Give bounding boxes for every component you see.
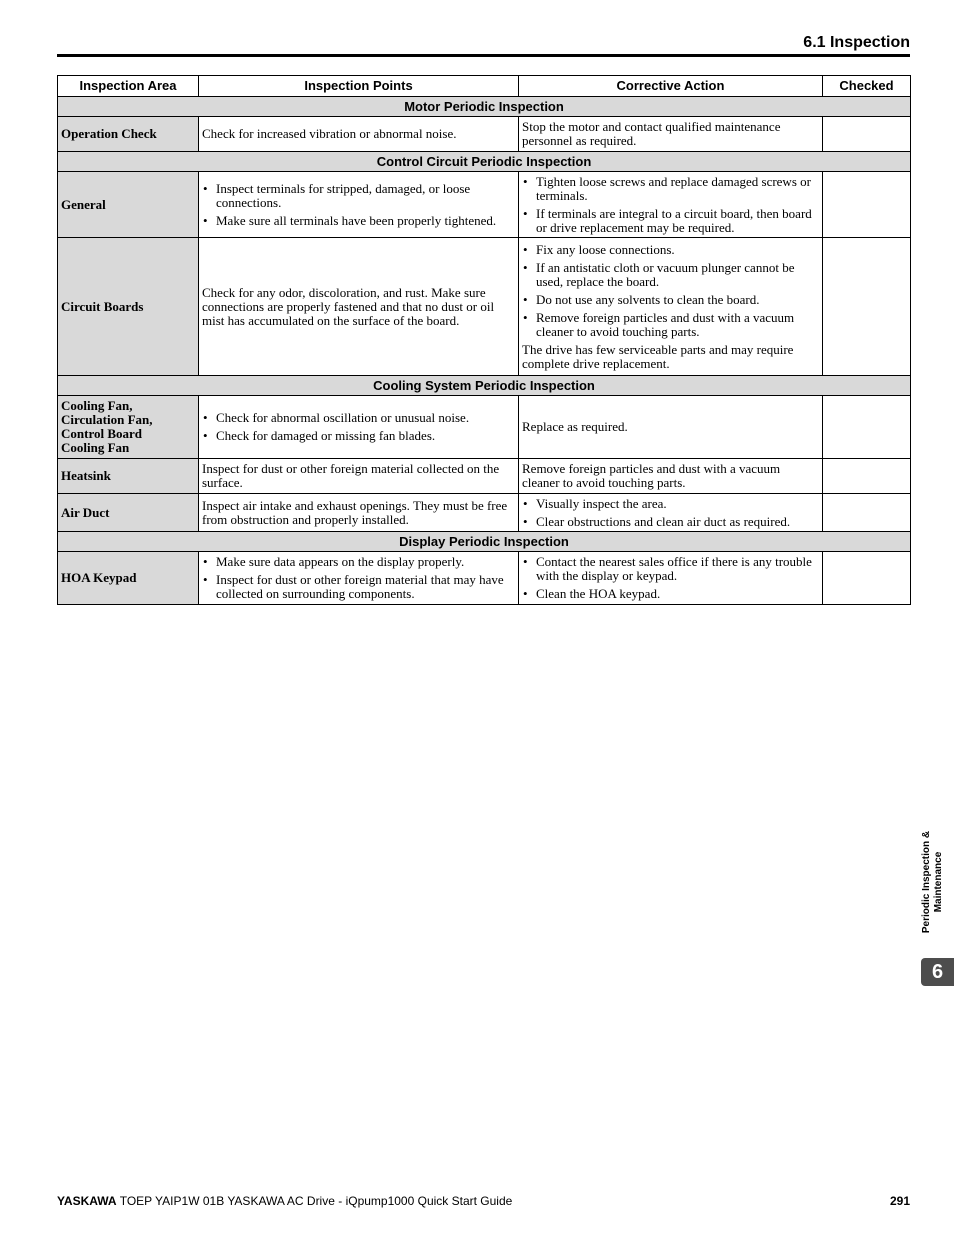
inspection-table (57, 75, 911, 605)
group-title: Cooling System Periodic Inspection (58, 376, 911, 396)
corrective-action-cell (519, 552, 823, 605)
corrective-action-cell (519, 494, 823, 532)
group-row (58, 376, 911, 396)
list-item: • Clean the HOA keypad. (522, 587, 819, 601)
list-item: • Inspect terminals for stripped, damaged, or loose connections. (202, 182, 515, 210)
column-header: Checked (823, 76, 911, 97)
area-line: Circulation Fan, (61, 412, 153, 427)
footer (57, 1193, 910, 1209)
action-note: The drive has few serviceable parts and may require complete drive replacement. (522, 341, 794, 371)
column-header: Inspection Points (199, 76, 519, 97)
inspection-area-cell: HOA Keypad (58, 552, 199, 605)
area-line: Cooling Fan (61, 440, 130, 455)
list-item: • Check for abnormal oscillation or unusual noise. (202, 411, 515, 425)
inspection-points-cell: Inspect air intake and exhaust openings. They must be free from obstruction and properly installed. (199, 494, 519, 532)
list-item: • Fix any loose connections. (522, 243, 819, 257)
checked-cell[interactable] (823, 494, 911, 532)
group-row (58, 152, 911, 172)
inspection-points-cell: Check for any odor, discoloration, and rust. Make sure connections are properly fastened and that no dust or oil mist has accumulated on the surface of the board. (199, 238, 519, 376)
side-label-line: Maintenance (933, 851, 944, 913)
list-item: • Inspect for dust or other foreign material that may have collected on surrounding components. (202, 573, 515, 601)
checked-cell[interactable] (823, 238, 911, 376)
group-title: Motor Periodic Inspection (58, 97, 911, 117)
inspection-area-cell: Air Duct (58, 494, 199, 532)
chapter-tab: 6 (921, 958, 954, 986)
list-item: • Check for damaged or missing fan blades. (202, 429, 515, 443)
group-row (58, 532, 911, 552)
corrective-action-cell: Replace as required. (519, 396, 823, 459)
list-item: • Make sure data appears on the display properly. (202, 555, 515, 569)
list-item: • If terminals are integral to a circuit board, then board or drive replacement may be required. (522, 207, 819, 235)
list-item: • Visually inspect the area. (522, 497, 819, 511)
section-title: 6.1 Inspection (803, 34, 910, 51)
checked-cell[interactable] (823, 552, 911, 605)
group-title: Control Circuit Periodic Inspection (58, 152, 911, 172)
chapter-side-label (916, 820, 950, 944)
list-item: • Contact the nearest sales office if there is any trouble with the display or keypad. (522, 555, 819, 583)
group-row (58, 97, 911, 117)
inspection-points-cell (199, 172, 519, 238)
checked-cell[interactable] (823, 117, 911, 152)
table-header-row (58, 76, 911, 97)
area-line: Cooling Fan, (61, 398, 133, 413)
list-item: • Tighten loose screws and replace damaged screws or terminals. (522, 175, 819, 203)
table-row (58, 238, 911, 376)
inspection-area-cell: Circuit Boards (58, 238, 199, 376)
inspection-points-cell: Check for increased vibration or abnormal noise. (199, 117, 519, 152)
inspection-points-cell: Inspect for dust or other foreign material collected on the surface. (199, 459, 519, 494)
footer-brand: YASKAWA (57, 1194, 117, 1208)
corrective-action-cell (519, 238, 823, 376)
checked-cell[interactable] (823, 396, 911, 459)
table-row (58, 117, 911, 152)
list-item: • Do not use any solvents to clean the board. (522, 293, 819, 307)
inspection-points-cell (199, 396, 519, 459)
list-item: • Make sure all terminals have been properly tightened. (202, 214, 515, 228)
table-row (58, 494, 911, 532)
inspection-area-cell: Operation Check (58, 117, 199, 152)
table-row (58, 396, 911, 459)
area-line: Control Board (61, 426, 143, 441)
inspection-area-cell (58, 396, 199, 459)
header-rule (57, 54, 910, 57)
list-item: • Remove foreign particles and dust with a vacuum cleaner to avoid touching parts. (522, 311, 819, 339)
page-number: 291 (889, 1194, 910, 1208)
inspection-area-cell: General (58, 172, 199, 238)
corrective-action-cell: Stop the motor and contact qualified maintenance personnel as required. (519, 117, 823, 152)
list-item: • Clear obstructions and clean air duct as required. (522, 515, 819, 529)
group-title: Display Periodic Inspection (58, 532, 911, 552)
checked-cell[interactable] (823, 172, 911, 238)
inspection-points-cell (199, 552, 519, 605)
column-header: Inspection Area (58, 76, 199, 97)
column-header: Corrective Action (519, 76, 823, 97)
inspection-area-cell: Heatsink (58, 459, 199, 494)
table-row (58, 459, 911, 494)
footer-doc-title: TOEP YAIP1W 01B YASKAWA AC Drive - iQpump1000 Quick Start Guide (119, 1194, 513, 1208)
list-item: • If an antistatic cloth or vacuum plunger cannot be used, replace the board. (522, 261, 819, 289)
corrective-action-cell: Remove foreign particles and dust with a vacuum cleaner to avoid touching parts. (519, 459, 823, 494)
checked-cell[interactable] (823, 459, 911, 494)
side-label-line: Periodic Inspection & (921, 830, 932, 934)
table-row (58, 172, 911, 238)
table-row (58, 552, 911, 605)
corrective-action-cell (519, 172, 823, 238)
